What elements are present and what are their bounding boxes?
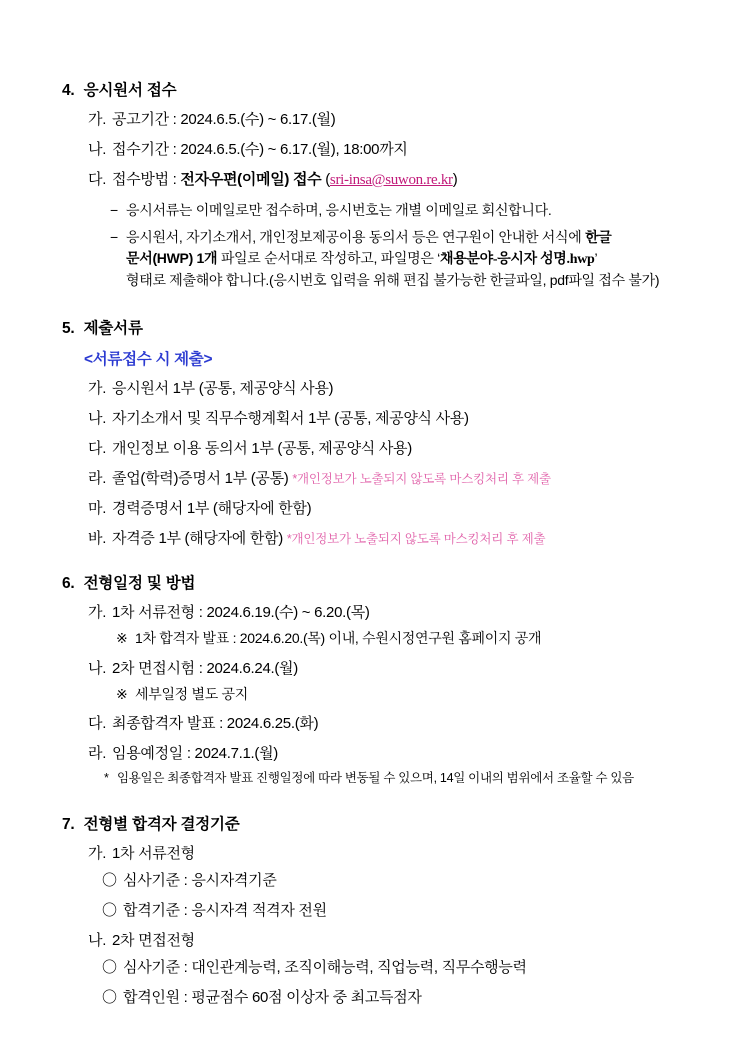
filename-text: 채용분야-응시자 성명.hwp	[439, 251, 595, 267]
section-7	[62, 812, 698, 1008]
section-5-item-5	[62, 498, 698, 519]
dash-marker: −	[110, 229, 118, 246]
dash-marker: −	[110, 202, 118, 218]
circle-bullet-icon: 〇	[102, 988, 117, 1006]
section-7-group-1-bullet-2	[62, 900, 698, 921]
section-6-item-1	[62, 602, 698, 623]
list-text: 개인정보 이용 동의서 1부 (공통, 제공양식 사용)	[112, 440, 412, 458]
section-4	[62, 78, 698, 290]
section-5-subheading: <서류접수 시 제출>	[84, 351, 213, 369]
dash-text-part: 응시원서, 자기소개서, 개인정보제공이용 동의서 등은 연구원이 안내한 서식에	[126, 229, 586, 246]
masking-note: *개인정보가 노출되지 않도록 마스킹처리 후 제출	[292, 472, 551, 487]
section-7-group-1-bullet-1	[62, 870, 698, 891]
list-marker: 가.	[88, 111, 107, 128]
list-text: 2차 면접시험 : 2024.6.24.(월)	[112, 659, 298, 677]
list-marker: 가.	[88, 380, 107, 398]
item-value: 2024.6.5.(수) ~ 6.17.(월), 18:00까지	[180, 141, 408, 158]
list-text: 응시원서 1부 (공통, 제공양식 사용)	[112, 380, 334, 398]
email-link[interactable]: sri-insa@suwon.re.kr	[329, 172, 453, 188]
list-marker: 나.	[88, 410, 107, 428]
masking-note: *개인정보가 노출되지 않도록 마스킹처리 후 제출	[286, 532, 546, 547]
section-6-number: 6.	[62, 575, 75, 593]
section-7-group-1	[62, 843, 698, 864]
item-value: 2024.6.5.(수) ~ 6.17.(월)	[180, 111, 336, 128]
paren-close: )	[452, 171, 458, 188]
item-label: 접수방법 :	[112, 171, 177, 188]
section-7-group-2-bullet-1	[62, 957, 698, 978]
list-text	[112, 139, 698, 160]
section-4-title	[62, 78, 698, 100]
bullet-text: 심사기준 : 대인관계능력, 조직이해능력, 직업능력, 직무수행능력	[123, 958, 527, 976]
dash-text-part: 파일로 순서대로 작성하고, 파일명은 ‘	[217, 249, 440, 266]
list-marker: 다.	[88, 715, 107, 733]
list-marker: 라.	[88, 470, 107, 488]
list-marker: 다.	[88, 440, 107, 458]
section-7-heading: 전형별 합격자 결정기준	[83, 815, 240, 833]
list-marker: 라.	[88, 745, 107, 763]
item-label: 접수기간 :	[112, 141, 177, 158]
item-value: 졸업(학력)증명서 1부 (공통)	[112, 470, 289, 488]
note-text: 1차 합격자 발표 : 2024.6.20.(목) 이내, 수원시정연구원 홈페이지 공개	[135, 630, 542, 647]
section-7-number: 7.	[62, 815, 75, 833]
section-5-item-2	[62, 408, 698, 429]
circle-bullet-icon: 〇	[102, 958, 117, 976]
section-4-dash-1	[62, 200, 698, 220]
section-6-footnote	[62, 770, 698, 788]
bullet-text: 합격기준 : 응시자격 적격자 전원	[123, 901, 327, 919]
section-5-item-1	[62, 378, 698, 399]
section-5	[62, 316, 698, 549]
section-4-item-3	[62, 169, 698, 191]
section-4-heading: 응시원서 접수	[83, 82, 177, 99]
reference-mark-icon: ※	[116, 630, 128, 647]
list-marker: 마.	[88, 500, 107, 518]
list-text: 최종합격자 발표 : 2024.6.25.(화)	[112, 715, 319, 733]
list-marker: 나.	[88, 931, 107, 949]
section-6-note-1	[62, 629, 698, 649]
dash-text-part: 형태로 제출해야 합니다.(응시번호 입력을 위해 편집 불가능한 한글파일, pdf파일 접수 불가)	[126, 271, 660, 288]
section-6-item-2	[62, 658, 698, 679]
section-5-item-6	[62, 528, 698, 549]
section-5-heading: 제출서류	[83, 320, 143, 338]
item-value: 자격증 1부 (해당자에 한함)	[112, 530, 283, 548]
item-value-emphasis: 전자우편(이메일) 접수	[180, 171, 322, 188]
list-marker: 다.	[88, 171, 107, 188]
section-7-title	[62, 812, 698, 834]
dash-text-part-bold: 문서(HWP) 1개	[126, 249, 218, 266]
dash-text-part-bold: 한글	[585, 229, 612, 246]
list-text	[112, 528, 698, 549]
section-7-group-2	[62, 930, 698, 951]
section-6-item-4	[62, 743, 698, 764]
section-5-item-3	[62, 438, 698, 459]
dash-text: 응시서류는 이메일로만 접수하며, 응시번호는 개별 이메일로 회신합니다.	[126, 202, 552, 218]
section-5-title	[62, 316, 698, 338]
section-5-item-4	[62, 468, 698, 489]
circle-bullet-icon: 〇	[102, 871, 117, 889]
section-6-item-3	[62, 713, 698, 734]
list-text: 임용예정일 : 2024.7.1.(월)	[112, 745, 278, 763]
note-text: 세부일정 별도 공지	[135, 685, 248, 702]
list-text	[112, 468, 698, 489]
asterisk-icon: *	[104, 771, 109, 786]
section-5-number: 5.	[62, 320, 75, 338]
dash-text	[126, 227, 698, 290]
list-text	[112, 169, 698, 191]
bullet-text: 합격인원 : 평균점수 60점 이상자 중 최고득점자	[123, 988, 422, 1006]
list-text: 2차 면접전형	[112, 931, 195, 949]
bullet-text: 심사기준 : 응시자격기준	[123, 871, 277, 889]
list-text	[112, 109, 698, 130]
paren-open: (	[325, 171, 330, 188]
section-6-note-2	[62, 685, 698, 705]
reference-mark-icon: ※	[116, 685, 128, 702]
section-6-heading: 전형일정 및 방법	[83, 575, 196, 593]
list-text: 1차 서류전형 : 2024.6.19.(수) ~ 6.20.(목)	[112, 604, 370, 622]
list-marker: 바.	[88, 530, 107, 548]
section-4-number: 4.	[62, 82, 75, 99]
section-4-item-2	[62, 139, 698, 160]
section-7-group-2-bullet-2	[62, 987, 698, 1008]
list-text: 자기소개서 및 직무수행계획서 1부 (공통, 제공양식 사용)	[112, 410, 469, 428]
section-4-item-1	[62, 109, 698, 130]
list-text: 1차 서류전형	[112, 844, 195, 862]
dash-text-part: ’	[594, 249, 598, 266]
list-text: 경력증명서 1부 (해당자에 한함)	[112, 500, 312, 518]
circle-bullet-icon: 〇	[102, 901, 117, 919]
section-6	[62, 571, 698, 788]
section-4-dash-2	[62, 227, 698, 290]
list-marker: 가.	[88, 844, 107, 862]
section-6-title	[62, 571, 698, 593]
footnote-text: 임용일은 최종합격자 발표 진행일정에 따라 변동될 수 있으며, 14일 이내의 범위에서 조율할 수 있음	[117, 771, 634, 786]
list-marker: 나.	[88, 659, 107, 677]
list-marker: 나.	[88, 141, 107, 158]
item-label: 공고기간 :	[112, 111, 177, 128]
list-marker: 가.	[88, 604, 107, 622]
